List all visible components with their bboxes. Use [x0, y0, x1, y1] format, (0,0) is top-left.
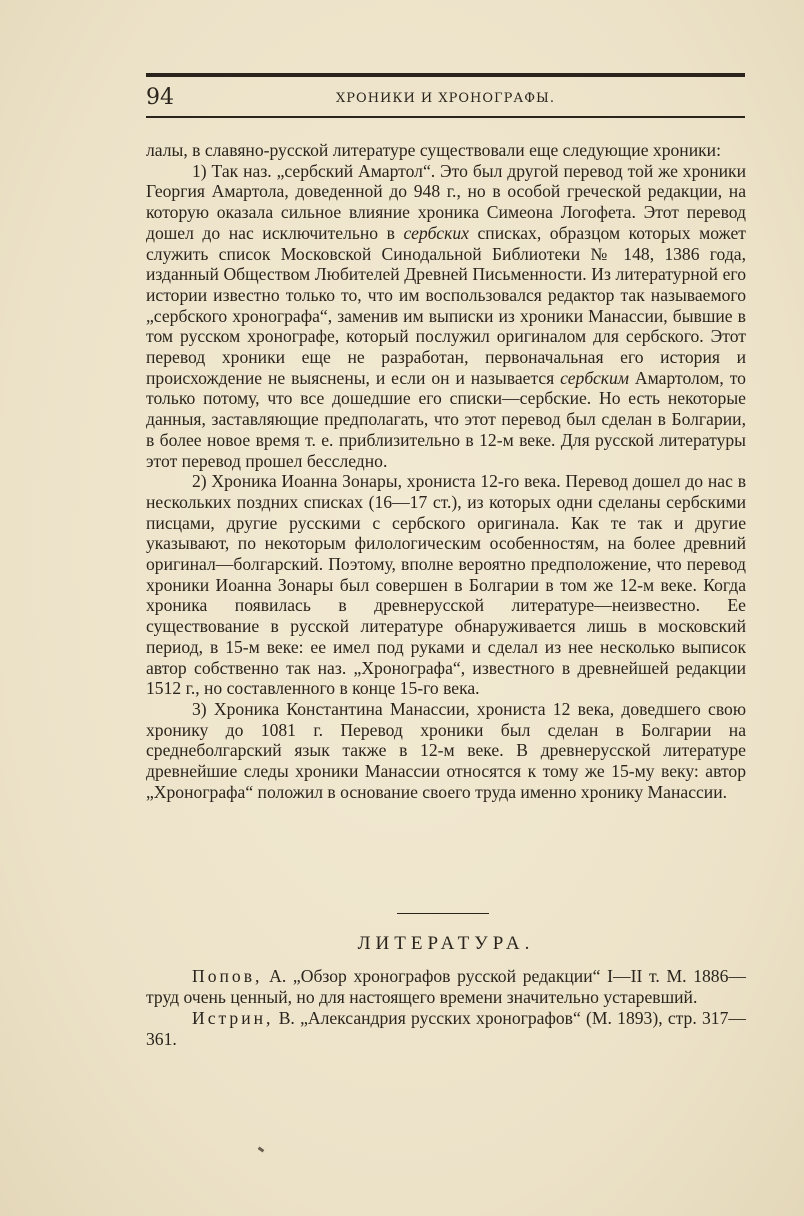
bibliography-text: В. „Александрия русских хронографов“ (М. 1893), стр. 317—361. — [146, 1008, 746, 1049]
italic-term: сербских — [403, 222, 469, 243]
paragraph-manasses: 3) Хроника Константина Манассии, хрониста 12 века, доведшего свою хронику до 1081 г. Перевод хроники был сделан в Болгарии на среднеболгарский язык также в 12-м веке. В древнерусской литературе древнейшие следы хроники Манассии относятся к тому же 15-му веку: автор „Хронографа“ положил в основание своего труда именно хронику Манассии. — [146, 698, 746, 802]
paragraph-zonaras: 2) Хроника Иоанна Зонары, хрониста 12-го века. Перевод дошел до нас в нескольких поздних списках (16—17 ст.), из которых одни сделаны сербскими писцами, другие русскими с сербского оригинала. Как те так и другие указывают, по некоторым филологическим особенностям, на более древний оригинал—болгарский. Поэтому, вполне вероятно предположение, что перевод хроники Иоанна Зонары был совершен в Болгарии в том же 12-м веке. Когда хроника появилась в древнерусской литературе—неизвестно. Ее существование в русской литературе обнаруживается лишь в московский период, в 15-м веке: ее имел под руками и сделал из нее несколько выписок автор собственно так наз. „Хронографа“, известного в древнейшей редакции 1512 г., но составленного в конце 15-го века. — [146, 471, 746, 699]
literature-heading: ЛИТЕРАТУРА. — [357, 933, 535, 954]
header-rule-bottom — [146, 116, 745, 118]
paragraph-serbian-amartol — [146, 161, 746, 472]
bibliography-author: Истрин, — [192, 1008, 274, 1028]
text-run: Амартолом, то только потому, что все дошедшие его списки—сербские. Но есть некоторые данныя, заставляющие предполагать, что этот перевод был сделан в Болгарии, в более новое время т. е. приблизительно в 12-м веке. Для русской литературы этот перевод прошел бесследно. — [146, 367, 746, 471]
bibliography — [146, 966, 746, 1050]
bibliography-author: Попов, — [192, 966, 263, 986]
body-text — [146, 140, 746, 803]
bibliography-text: А. „Обзор хронографов русской редакции“ I—II т. М. 1886—труд очень ценный, но для настоящего времени значительно устаревший. — [146, 966, 746, 1007]
text-run: 1) Так наз. „сербский Амартол“. Это был другой перевод той же хроники Георгия Амартола, доведенной до 948 г., но в особой греческой редакции, на которую оказала сильное влияние хроника Симеона Логофета. Этот перевод дошел до нас исключительно в — [146, 160, 746, 243]
header-rule-top — [146, 73, 745, 77]
text-run: списках, образцом которых может служить список Московской Синодальной Библиотеки № 148, 1386 года, изданный Обществом Любителей Древней Письменности. Из литературной его истории известно только то, что им воспользовался редактор так называемого „сербского хронографа“, заменив им выписки из хроники Манассии, бывшие в том русском хронографе, который послужил оригиналом для сербского. Этот перевод хроники еще не разработан, первоначальная его история и происхождение не выяснены, и если он и называется — [146, 222, 746, 388]
bibliography-entry — [146, 1008, 746, 1050]
bibliography-entry — [146, 966, 746, 1008]
running-head: ХРОНИКИ И ХРОНОГРАФЫ. — [336, 91, 555, 106]
page-header — [146, 84, 745, 112]
paper-speck — [258, 1147, 265, 1153]
italic-term: сербским — [560, 367, 630, 388]
page-number: 94 — [146, 85, 174, 110]
section-divider — [397, 913, 489, 914]
paragraph-continuation: лалы, в славяно-русской литературе существовали еще следующие хроники: — [146, 140, 721, 160]
